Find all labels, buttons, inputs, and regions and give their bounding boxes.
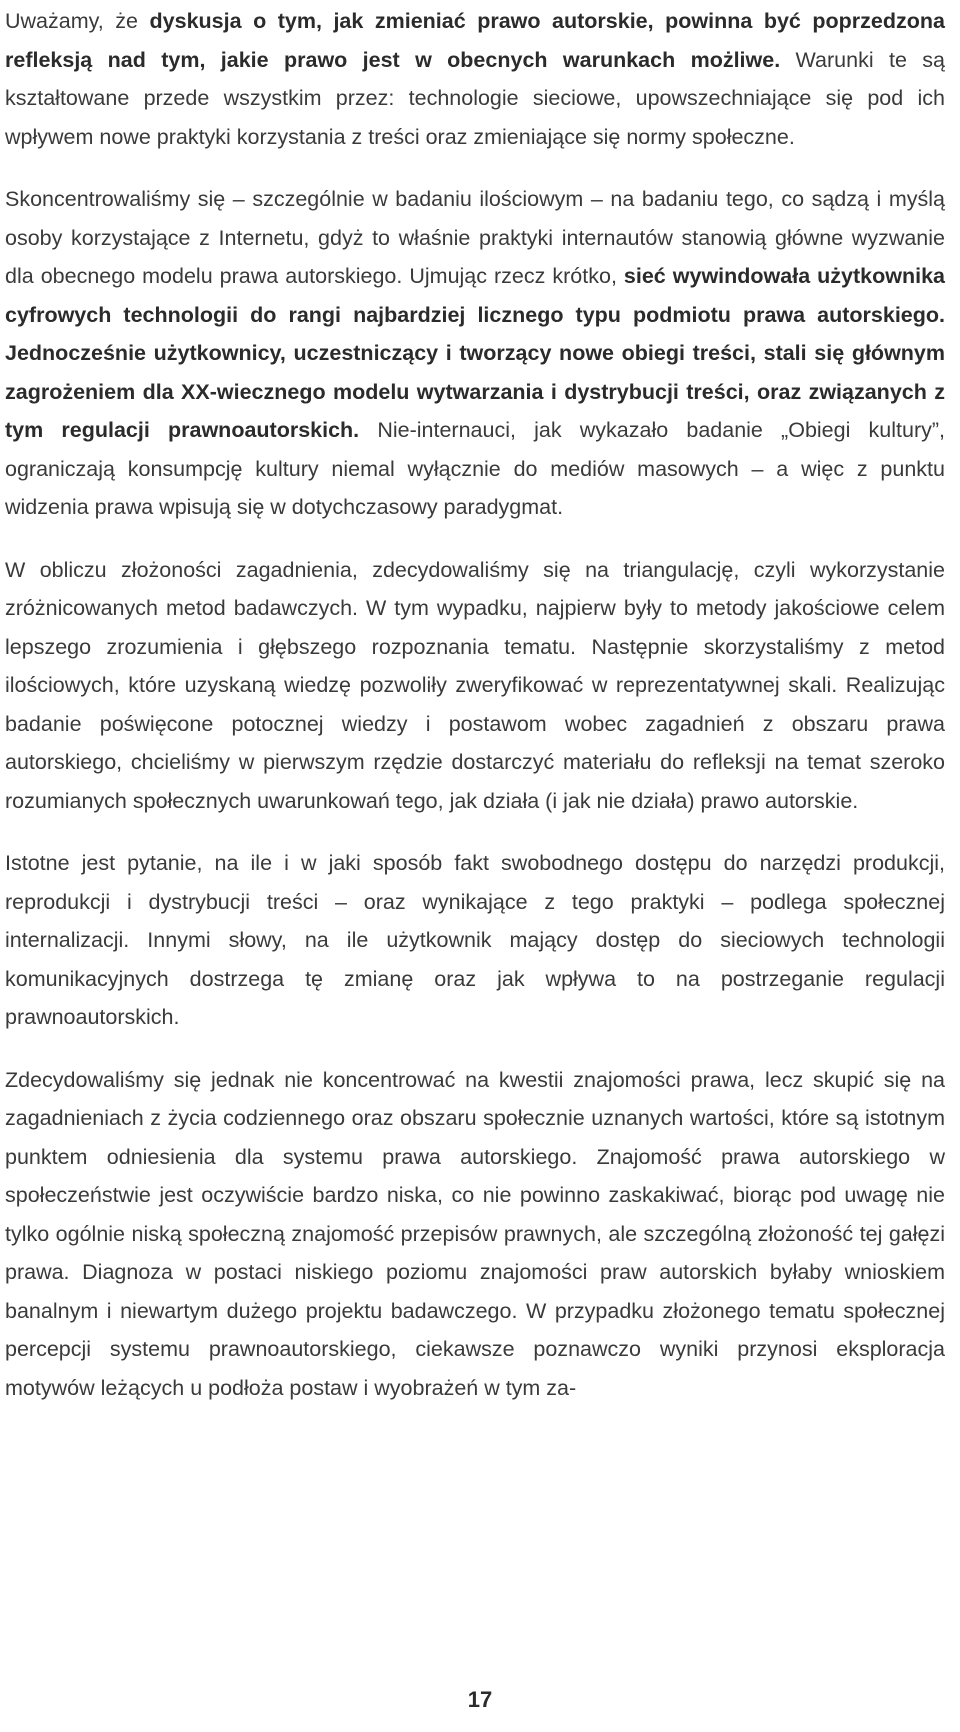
paragraph-2 bbox=[5, 180, 945, 527]
paragraph-5-run-1: Zdecydowaliśmy się jednak nie koncentrować na kwestii znajomości prawa, lecz skupić się na zagadnieniach z życia codziennego oraz obszaru społecznie uznanych wartości, które są istotnym punktem odniesienia dla systemu prawa autorskiego. Znajomość prawa autorskiego w społeczeństwie jest oczywiście bardzo niska, co nie powinno zaskakiwać, biorąc pod uwagę nie tylko ogólnie niską społeczną znajomość przepisów prawnych, ale szczególną złożoność tej gałęzi prawa. Diagnoza w postaci niskiego poziomu znajomości praw autorskich byłaby wnioskiem banalnym i niewartym dużego projektu badawczego. W przypadku złożonego tematu społecznej percepcji systemu prawnoautorskiego, ciekawsze poznawczo wyniki przynosi eksploracja motywów leżących u podłoża postaw i wyobrażeń w tym za- bbox=[5, 1067, 945, 1400]
paragraph-1 bbox=[5, 2, 945, 156]
body-text bbox=[5, 2, 945, 1407]
paragraph-3-run-1: W obliczu złożoności zagadnienia, zdecydowaliśmy się na triangulację, czyli wykorzystanie zróżnicowanych metod badawczych. W tym wypadku, najpierw były to metody jakościowe celem lepszego zrozumienia i głębszego rozpoznania tematu. Następnie skorzystaliśmy z metod ilościowych, które uzyskaną wiedzę pozwoliły zweryfikować w reprezentatywnej skali. Realizując badanie poświęcone potocznej wiedzy i postawom wobec zagadnień z obszaru prawa autorskiego, chcieliśmy w pierwszym rzędzie dostarczyć materiału do refleksji na temat szeroko rozumianych społecznych uwarunkowań tego, jak działa (i jak nie działa) prawo autorskie. bbox=[5, 557, 945, 813]
paragraph-3 bbox=[5, 551, 945, 821]
paragraph-1-run-2-bold: dyskusja o tym, jak zmieniać prawo autorskie, powinna być poprzedzona refleksją nad tym, jakie prawo jest w obecnych warunkach możliwe. bbox=[5, 9, 945, 72]
paragraph-2-run-3: Nie-internauci, jak wykazało badanie „Obiegi kultury”, ograniczają konsumpcję kultury niemal wyłącznie do mediów masowych – a więc z punktu widzenia prawa wpisują się w dotychczasowy paradygmat. bbox=[5, 418, 945, 519]
paragraph-4-run-1: Istotne jest pytanie, na ile i w jaki sposób fakt swobodnego dostępu do narzędzi produkcji, reprodukcji i dystrybucji treści – oraz wynikające z tego praktyki – podlega społecznej internalizacji. Innymi słowy, na ile użytkownik mający dostęp do sieciowych technologii komunikacyjnych dostrzega tę zmianę oraz jak wpływa to na postrzeganie regulacji prawnoautorskich. bbox=[5, 851, 945, 1029]
paragraph-4 bbox=[5, 844, 945, 1037]
paragraph-2-run-2-bold: sieć wywindowała użytkownika cyfrowych technologii do rangi najbardziej licznego typu podmiotu prawa autorskiego. Jednocześnie użytkownicy, uczestniczący i tworzący nowe obiegi treści, stali się głównym zagrożeniem dla XX-wiecznego modelu wytwarzania i dystrybucji treści, oraz związanych z tym regulacji prawnoautorskich. bbox=[5, 264, 945, 442]
paragraph-1-run-1: Uważamy, że bbox=[5, 9, 150, 33]
paragraph-1-run-3: Warunki te są kształtowane przede wszystkim przez: technologie sieciowe, upowszechniające się pod ich wpływem nowe praktyki korzystania z treści oraz zmieniające się normy społeczne. bbox=[5, 47, 945, 149]
paragraph-5 bbox=[5, 1061, 945, 1408]
page-number: 17 bbox=[467, 1687, 493, 1712]
paragraph-2-run-1: Skoncentrowaliśmy się – szczególnie w badaniu ilościowym – na badaniu tego, co sądzą i myślą osoby korzystające z Internetu, gdyż to właśnie praktyki internautów stanowią główne wyzwanie dla obecnego modelu prawa autorskiego. Ujmując rzecz krótko, bbox=[5, 187, 945, 288]
